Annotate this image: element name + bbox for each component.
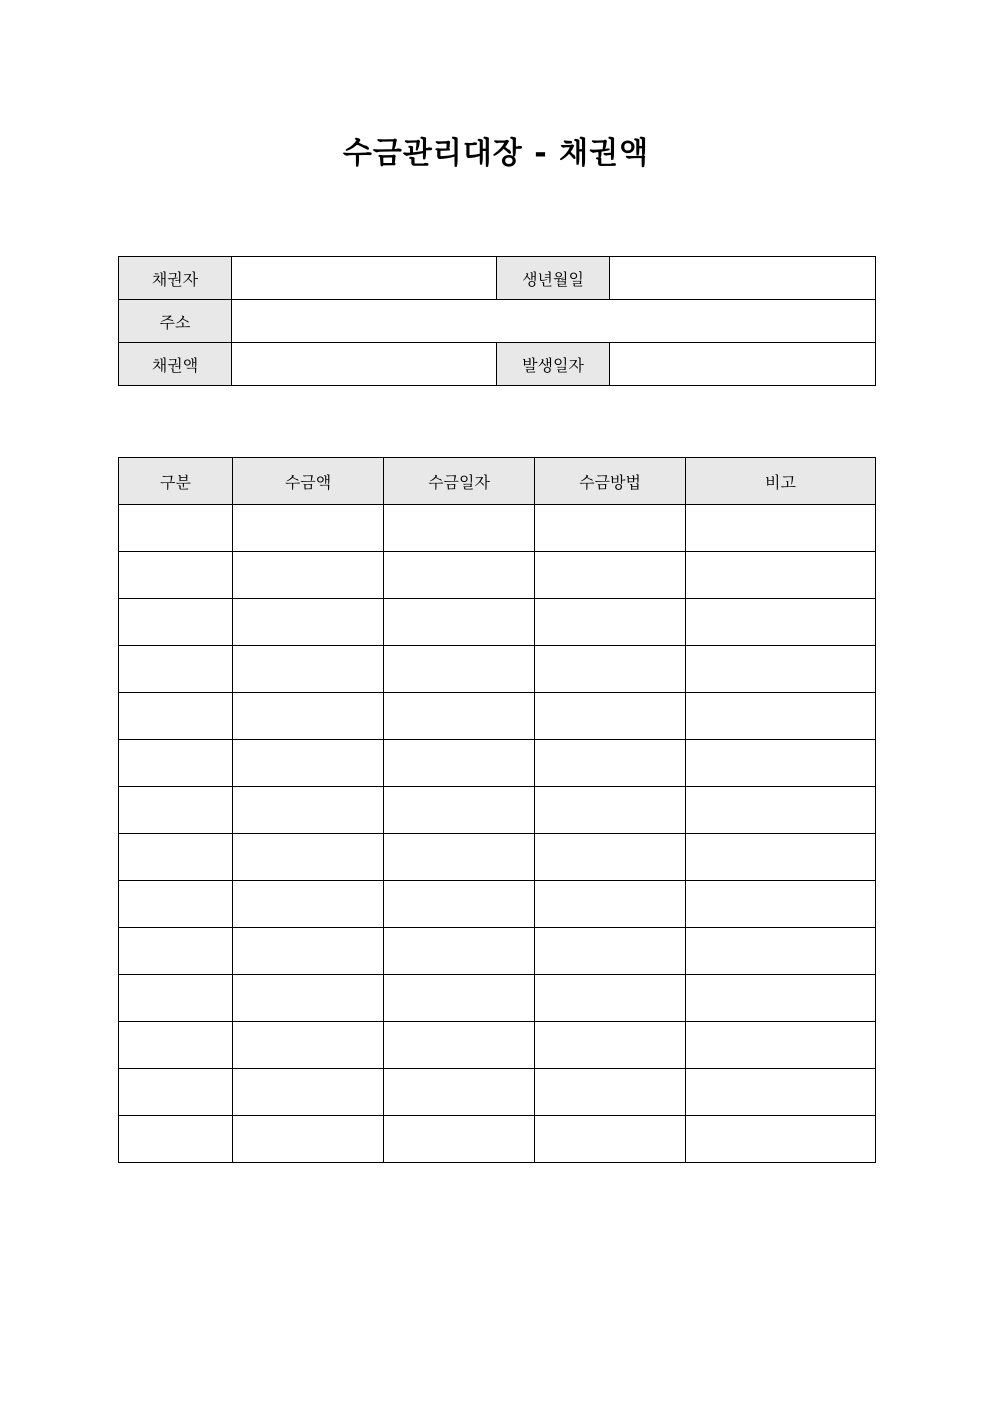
remarks-cell[interactable] [686, 693, 876, 740]
occurred-date-field[interactable] [610, 343, 876, 386]
category-cell[interactable] [119, 787, 233, 834]
collection-records-table [118, 457, 876, 1163]
collected-amount-cell[interactable] [233, 1116, 384, 1163]
amount-field[interactable] [232, 343, 497, 386]
remarks-cell[interactable] [686, 975, 876, 1022]
remarks-cell[interactable] [686, 599, 876, 646]
table-row [119, 881, 876, 928]
table-row [119, 646, 876, 693]
collection-date-cell[interactable] [384, 1116, 535, 1163]
category-cell[interactable] [119, 505, 233, 552]
collection-date-cell[interactable] [384, 740, 535, 787]
remarks-cell[interactable] [686, 881, 876, 928]
collection-method-cell[interactable] [535, 1069, 686, 1116]
category-cell[interactable] [119, 1116, 233, 1163]
category-cell[interactable] [119, 646, 233, 693]
collection-date-cell[interactable] [384, 552, 535, 599]
collected-amount-cell[interactable] [233, 740, 384, 787]
category-cell[interactable] [119, 975, 233, 1022]
collection-date-cell[interactable] [384, 787, 535, 834]
collected-amount-cell[interactable] [233, 646, 384, 693]
category-cell[interactable] [119, 928, 233, 975]
header-collection-method: 수금방법 [535, 458, 686, 505]
address-row [119, 300, 876, 343]
collection-method-cell[interactable] [535, 975, 686, 1022]
collection-date-cell[interactable] [384, 928, 535, 975]
creditor-info-table [118, 256, 876, 386]
collection-date-cell[interactable] [384, 881, 535, 928]
remarks-cell[interactable] [686, 1116, 876, 1163]
address-field[interactable] [232, 300, 876, 343]
records-header-row [119, 458, 876, 505]
remarks-cell[interactable] [686, 787, 876, 834]
remarks-cell[interactable] [686, 1022, 876, 1069]
table-row [119, 787, 876, 834]
collection-method-cell[interactable] [535, 740, 686, 787]
collected-amount-cell[interactable] [233, 834, 384, 881]
category-cell[interactable] [119, 1069, 233, 1116]
table-row [119, 928, 876, 975]
table-row [119, 1069, 876, 1116]
header-remarks: 비고 [686, 458, 876, 505]
category-cell[interactable] [119, 552, 233, 599]
header-collected-amount: 수금액 [233, 458, 384, 505]
document-title: 수금관리대장 - 채권액 [342, 136, 650, 171]
table-row [119, 599, 876, 646]
table-row [119, 1022, 876, 1069]
collection-method-cell[interactable] [535, 834, 686, 881]
remarks-cell[interactable] [686, 834, 876, 881]
remarks-cell[interactable] [686, 740, 876, 787]
collection-method-cell[interactable] [535, 552, 686, 599]
table-row [119, 975, 876, 1022]
collection-method-cell[interactable] [535, 928, 686, 975]
collected-amount-cell[interactable] [233, 881, 384, 928]
collected-amount-cell[interactable] [233, 1069, 384, 1116]
occurred-date-label: 발생일자 [497, 343, 610, 386]
remarks-cell[interactable] [686, 552, 876, 599]
collection-date-cell[interactable] [384, 599, 535, 646]
birthdate-label: 생년월일 [497, 257, 610, 300]
birthdate-field[interactable] [610, 257, 876, 300]
remarks-cell[interactable] [686, 928, 876, 975]
table-row [119, 740, 876, 787]
collected-amount-cell[interactable] [233, 928, 384, 975]
address-label: 주소 [119, 300, 232, 343]
table-row [119, 693, 876, 740]
remarks-cell[interactable] [686, 646, 876, 693]
category-cell[interactable] [119, 834, 233, 881]
collection-method-cell[interactable] [535, 646, 686, 693]
table-row [119, 834, 876, 881]
remarks-cell[interactable] [686, 1069, 876, 1116]
collection-date-cell[interactable] [384, 505, 535, 552]
header-category: 구분 [119, 458, 233, 505]
collected-amount-cell[interactable] [233, 599, 384, 646]
collection-method-cell[interactable] [535, 881, 686, 928]
collection-method-cell[interactable] [535, 1022, 686, 1069]
category-cell[interactable] [119, 693, 233, 740]
category-cell[interactable] [119, 599, 233, 646]
amount-label: 채권액 [119, 343, 232, 386]
collection-method-cell[interactable] [535, 787, 686, 834]
collection-date-cell[interactable] [384, 834, 535, 881]
amount-row [119, 343, 876, 386]
collected-amount-cell[interactable] [233, 505, 384, 552]
category-cell[interactable] [119, 1022, 233, 1069]
collection-date-cell[interactable] [384, 1069, 535, 1116]
collection-method-cell[interactable] [535, 1116, 686, 1163]
collected-amount-cell[interactable] [233, 975, 384, 1022]
table-row [119, 1116, 876, 1163]
collected-amount-cell[interactable] [233, 1022, 384, 1069]
records-body [119, 505, 876, 1163]
collection-method-cell[interactable] [535, 599, 686, 646]
remarks-cell[interactable] [686, 505, 876, 552]
collection-method-cell[interactable] [535, 505, 686, 552]
creditor-label: 채권자 [119, 257, 232, 300]
collection-date-cell[interactable] [384, 1022, 535, 1069]
category-cell[interactable] [119, 881, 233, 928]
header-collection-date: 수금일자 [384, 458, 535, 505]
table-row [119, 505, 876, 552]
category-cell[interactable] [119, 740, 233, 787]
collected-amount-cell[interactable] [233, 552, 384, 599]
creditor-field[interactable] [232, 257, 497, 300]
collected-amount-cell[interactable] [233, 787, 384, 834]
table-row [119, 552, 876, 599]
collected-amount-cell[interactable] [233, 693, 384, 740]
collection-date-cell[interactable] [384, 975, 535, 1022]
creditor-row [119, 257, 876, 300]
collection-date-cell[interactable] [384, 693, 535, 740]
collection-method-cell[interactable] [535, 693, 686, 740]
collection-date-cell[interactable] [384, 646, 535, 693]
